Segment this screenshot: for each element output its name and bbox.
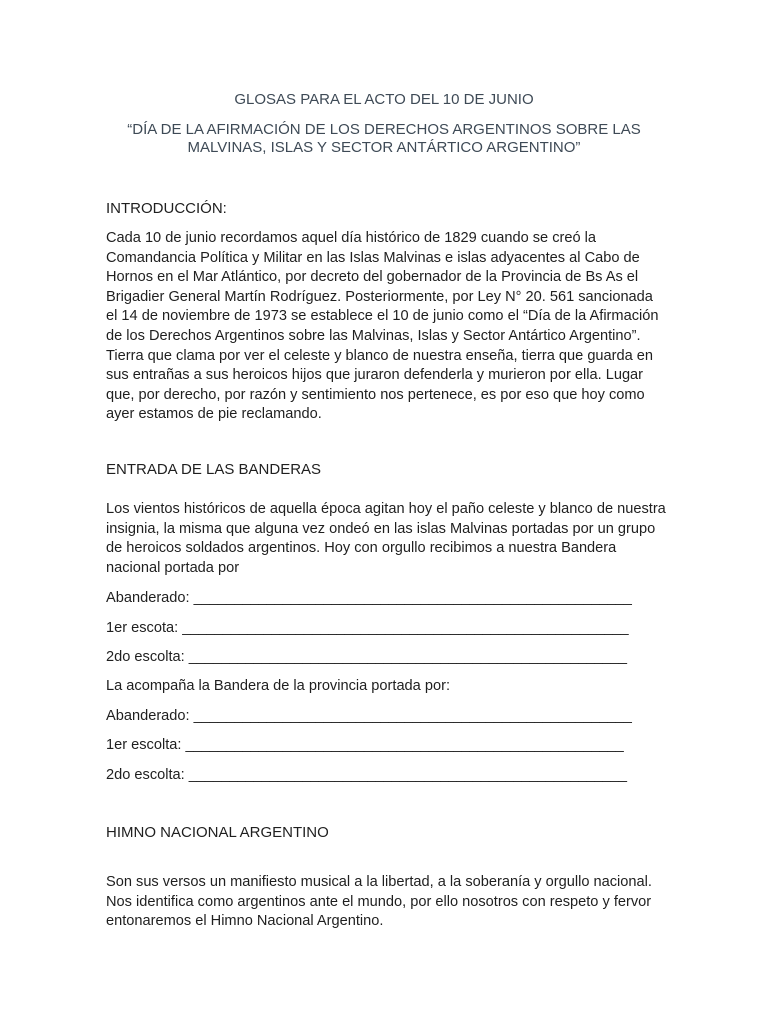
flags-paragraph: Los vientos históricos de aquella época agitan hoy el paño celeste y blanco de nuestra insignia, la misma que alguna vez ondeó en las islas Malvinas portadas por un grupo de heroicos soldados argentinos. Hoy con orgullo recibimos a nuestra Bandera nacional portada por bbox=[106, 501, 666, 576]
intro-paragraph: Cada 10 de junio recordamos aquel día histórico de 1829 cuando se creó la Comandancia Política y Militar en las Islas Malvinas e islas adyacentes al Cabo de Hornos en el Mar Atlántico, por decreto del gobernador de la Provincia de Bs As el Brigadier General Martín Rodríguez. Posteriormente, por Ley N° 20. 561 sancionada el 14 de noviembre de 1973 se establece el 10 de junio como el “Día de la Afirmación de los Derechos Argentinos sobre las Malvinas, Islas y Sector Antártico Argentino”. Tierra que clama por ver el celeste y blanco de nuestra enseña, tierra que guarda en sus entrañas a sus heroicos hijos que juraron defenderla y murieron por ella. Lugar que, por derecho, por razón y sentimiento nos pertenece, es por eso que hoy como ayer estamos de pie reclamando. bbox=[106, 230, 659, 423]
document-subtitle bbox=[100, 121, 668, 157]
document-title: GLOSAS PARA EL ACTO DEL 10 DE JUNIO bbox=[234, 91, 534, 108]
province-second-escort-line: 2do escolta: ______________________________________________________ bbox=[106, 767, 628, 783]
subtitle-line-1: “DÍA DE LA AFIRMACIÓN DE LOS DERECHOS ARGENTINOS SOBRE LAS bbox=[127, 121, 641, 138]
province-flag-intro: La acompaña la Bandera de la provincia portada por: bbox=[106, 678, 450, 694]
province-flag-bearer-line: Abanderado: ______________________________________________________ bbox=[106, 708, 632, 724]
flags-heading: ENTRADA DE LAS BANDERAS bbox=[106, 461, 322, 478]
anthem-paragraph: Son sus versos un manifiesto musical a la libertad, a la soberanía y orgullo nacional. Nos identifica como argentinos ante el mundo, por ello nosotros con respeto y fervor entonaremos el Himno Nacional Argentino. bbox=[106, 874, 652, 930]
national-second-escort-line: 2do escolta: ______________________________________________________ bbox=[106, 649, 628, 665]
intro-heading: INTRODUCCIÓN: bbox=[106, 200, 227, 217]
national-first-escort-line: 1er escota: _______________________________________________________ bbox=[106, 620, 629, 636]
province-first-escort-line: 1er escolta: ______________________________________________________ bbox=[106, 737, 624, 753]
anthem-heading: HIMNO NACIONAL ARGENTINO bbox=[106, 824, 329, 841]
national-flag-bearer-line: Abanderado: ______________________________________________________ bbox=[106, 590, 632, 606]
subtitle-line-2: MALVINAS, ISLAS Y SECTOR ANTÁRTICO ARGENTINO” bbox=[187, 139, 581, 156]
